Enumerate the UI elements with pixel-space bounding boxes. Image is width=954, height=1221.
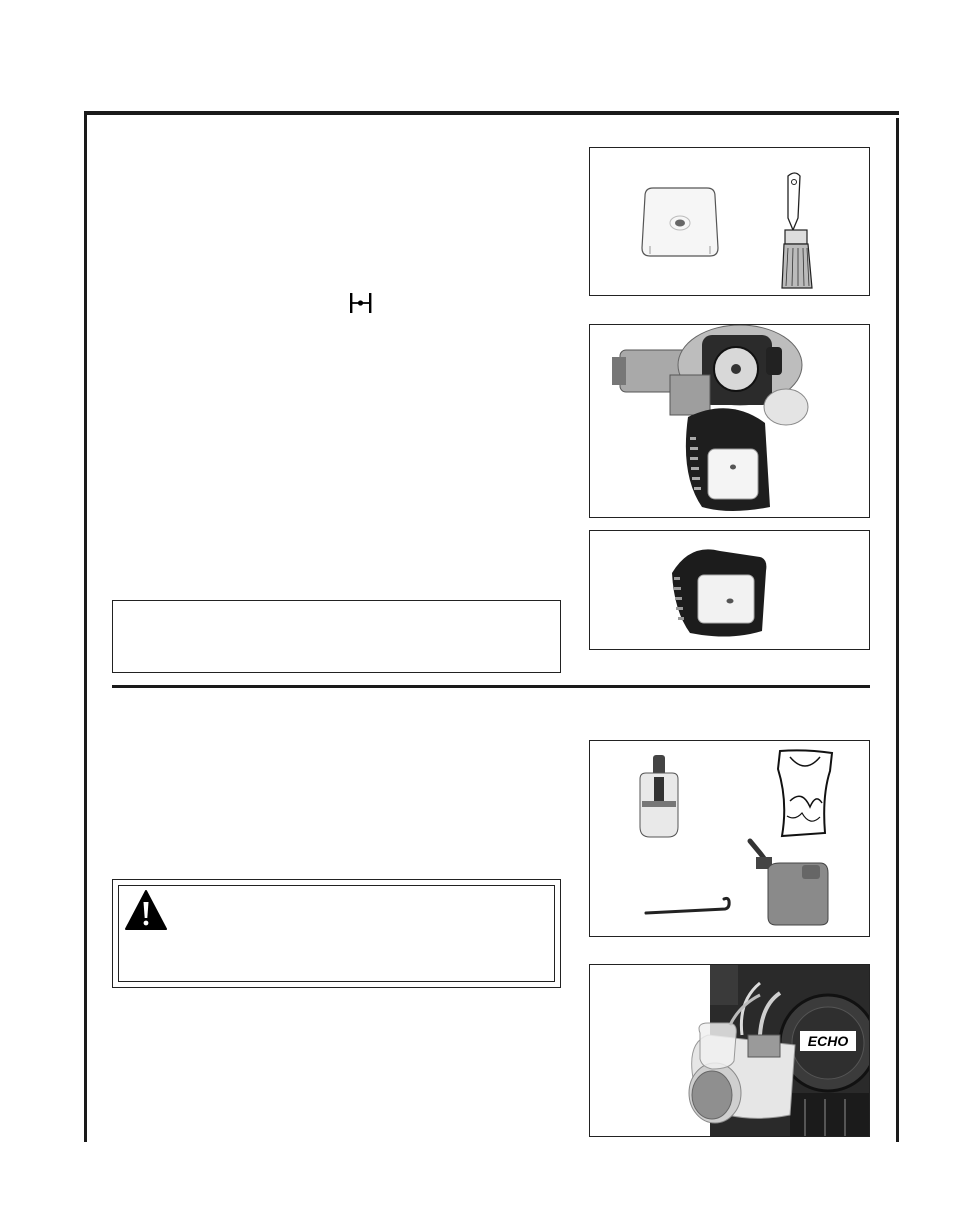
figure-fuel-filter-service-parts	[589, 740, 870, 937]
figure-engine-with-air-filter-cover-removed	[589, 324, 870, 518]
top-rule	[84, 111, 899, 115]
note-box	[112, 600, 561, 673]
warning-triangle-icon	[124, 889, 168, 931]
air-filter-element-icon	[642, 188, 718, 256]
wire-hook-icon	[646, 898, 729, 913]
air-filter-cover-icon	[672, 549, 766, 636]
fuel-can-icon	[750, 841, 828, 925]
right-rule	[896, 118, 899, 1142]
fuel-filter-icon	[640, 755, 678, 837]
air-filter-cover-icon	[686, 408, 770, 511]
warning-box-inner-border	[118, 885, 555, 982]
section-divider	[112, 685, 870, 688]
stop-switch-symbol-icon	[347, 291, 375, 315]
warning-box	[112, 879, 561, 988]
shop-rag-icon	[778, 750, 832, 836]
echo-logo-text: ECHO	[807, 1033, 849, 1049]
figure-air-filter-cover-with-element	[589, 530, 870, 650]
paint-brush-icon	[782, 173, 812, 288]
figure-fuel-tank-with-filter-extracted	[589, 964, 870, 1137]
figure-air-filter-and-brush	[589, 147, 870, 296]
left-rule	[84, 111, 87, 1142]
